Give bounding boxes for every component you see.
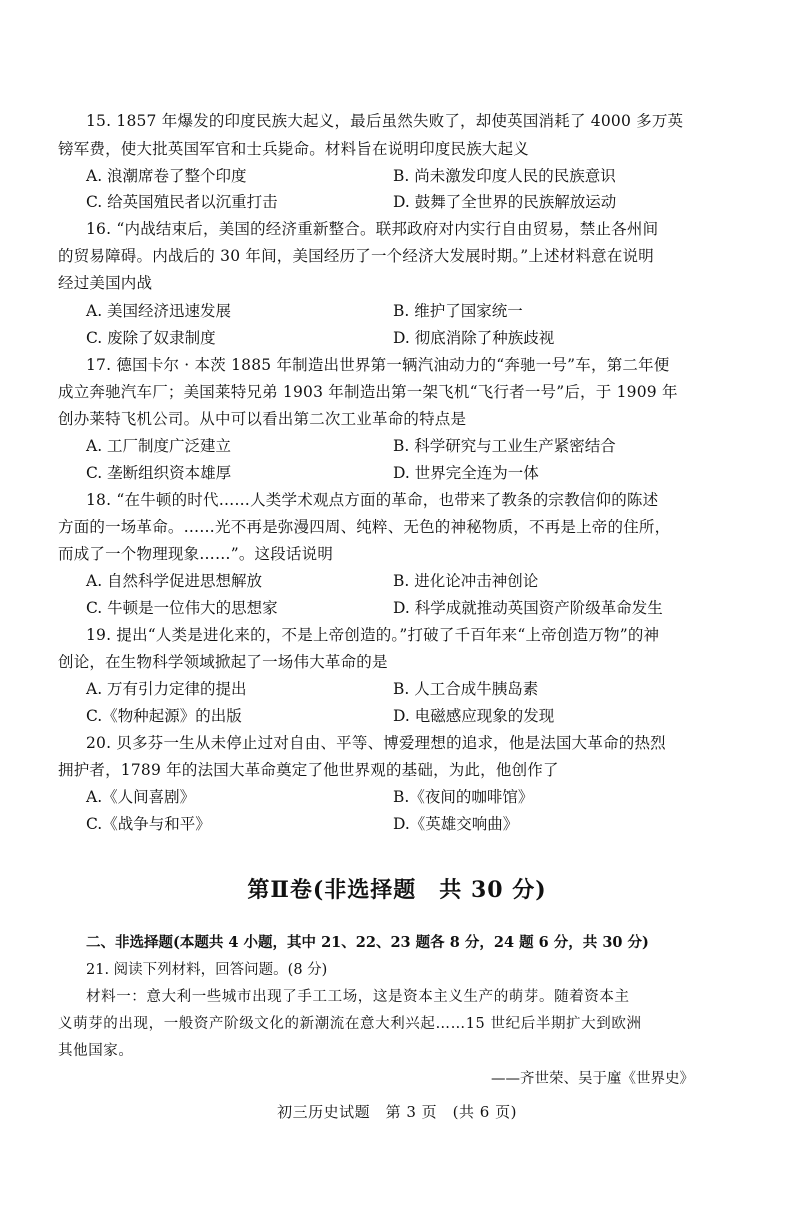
question-16-line-1: 16. “内战结束后，美国的经济重新整合。联邦政府对内实行自由贸易，禁止各州间 — [86, 220, 659, 238]
question-20-option-c: C.《战争与和平》 — [86, 815, 211, 833]
question-18-option-a: A. 自然科学促进思想解放 — [86, 572, 263, 590]
question-17-line-1: 17. 德国卡尔 · 本茨 1885 年制造出世界第一辆汽油动力的“奔驰一号”车，第二年便 — [86, 356, 670, 374]
question-16-option-c: C. 废除了奴隶制度 — [86, 329, 216, 347]
material-source: ——齐世荣、吴于廑《世界史》 — [491, 1071, 694, 1087]
question-20-option-d: D.《英雄交响曲》 — [393, 815, 519, 833]
question-16-option-b: B. 维护了国家统一 — [393, 302, 523, 320]
question-15-option-b: B. 尚未激发印度人民的民族意识 — [393, 167, 616, 185]
part-2-section-head: 二、非选择题(本题共 4 小题，其中 21、22、23 题各 8 分，24 题 6 分，共 30 分) — [86, 934, 649, 951]
question-20-option-a: A.《人间喜剧》 — [86, 788, 196, 806]
material-1-line-1: 材料一：意大利一些城市出现了手工工场，这是资本主义生产的萌芽。随着资本主 — [86, 989, 630, 1005]
question-20-line-2: 拥护者，1789 年的法国大革命奠定了他世界观的基础，为此，他创作了 — [58, 761, 559, 779]
question-19-line-1: 19. 提出“人类是进化来的，不是上帝创造的。”打破了千百年来“上帝创造万物”的神 — [86, 626, 660, 644]
question-17-option-b: B. 科学研究与工业生产紧密结合 — [393, 437, 616, 455]
question-19-option-a: A. 万有引力定律的提出 — [86, 680, 247, 698]
question-18-line-1: 18. “在牛顿的时代……人类学术观点方面的革命，也带来了教条的宗教信仰的陈述 — [86, 491, 659, 509]
question-16-option-a: A. 美国经济迅速发展 — [86, 302, 232, 320]
question-17-line-3: 创办莱特飞机公司。从中可以看出第二次工业革命的特点是 — [58, 410, 467, 428]
question-21-prompt: 21. 阅读下列材料，回答问题。(8 分) — [86, 962, 328, 978]
material-1-line-2: 义萌芽的出现，一般资产阶级文化的新潮流在意大利兴起……15 世纪后半期扩大到欧洲 — [58, 1016, 642, 1032]
question-18-line-2: 方面的一场革命。……光不再是弥漫四周、纯粹、无色的神秘物质，不再是上帝的住所， — [58, 518, 671, 536]
question-20-option-b: B.《夜间的咖啡馆》 — [393, 788, 534, 806]
question-19-option-b: B. 人工合成牛胰岛素 — [393, 680, 539, 698]
question-17-option-c: C. 垄断组织资本雄厚 — [86, 464, 232, 482]
question-19-option-c: C.《物种起源》的出版 — [86, 707, 242, 725]
part-2-title: 第Ⅱ卷(非选择题 共 30 分) — [247, 877, 547, 903]
question-17-option-a: A. 工厂制度广泛建立 — [86, 437, 232, 455]
question-17-option-d: D. 世界完全连为一体 — [393, 464, 539, 482]
material-1-line-3: 其他国家。 — [58, 1043, 134, 1059]
question-18-option-b: B. 进化论冲击神创论 — [393, 572, 539, 590]
question-15-option-c: C. 给英国殖民者以沉重打击 — [86, 193, 278, 211]
question-19-line-2: 创论，在生物科学领域掀起了一场伟大革命的是 — [58, 653, 388, 671]
question-19-option-d: D. 电磁感应现象的发现 — [393, 707, 555, 725]
question-18-line-3: 而成了一个物理现象……”。这段话说明 — [58, 545, 334, 563]
question-16-line-2: 的贸易障碍。内战后的 30 年间，美国经历了一个经济大发展时期。”上述材料意在说明 — [58, 247, 654, 265]
question-17-line-2: 成立奔驰汽车厂；美国莱特兄弟 1903 年制造出第一架飞机“飞行者一号”后，于 1909 年 — [58, 383, 678, 401]
question-15-option-a: A. 浪潮席卷了整个印度 — [86, 167, 247, 185]
question-15-line-1: 15. 1857 年爆发的印度民族大起义，最后虽然失败了，却使英国消耗了 4000 多万英 — [86, 112, 684, 130]
question-16-line-3: 经过美国内战 — [58, 274, 153, 292]
question-20-line-1: 20. 贝多芬一生从未停止过对自由、平等、博爱理想的追求，他是法国大革命的热烈 — [86, 734, 666, 752]
question-18-option-c: C. 牛顿是一位伟大的思想家 — [86, 599, 278, 617]
page-footer: 初三历史试题 第 3 页 (共 6 页) — [277, 1103, 517, 1121]
question-15-option-d: D. 鼓舞了全世界的民族解放运动 — [393, 193, 617, 211]
question-18-option-d: D. 科学成就推动英国资产阶级革命发生 — [393, 599, 663, 617]
question-16-option-d: D. 彻底消除了种族歧视 — [393, 329, 555, 347]
question-15-line-2: 镑军费，使大批英国军官和士兵毙命。材料旨在说明印度民族大起义 — [58, 140, 530, 158]
